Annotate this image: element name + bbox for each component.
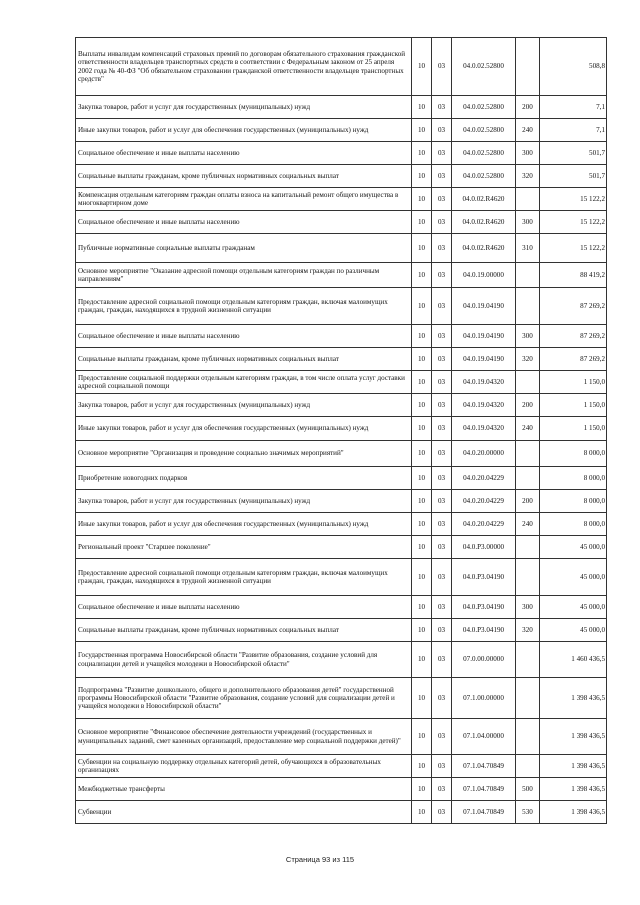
row-section-cell: 10 [412, 165, 432, 188]
row-expense-type-cell: 240 [516, 119, 540, 142]
table-row [76, 778, 607, 801]
table-row [76, 596, 607, 619]
row-expense-type-cell: 200 [516, 96, 540, 119]
row-section-cell: 10 [412, 288, 432, 325]
row-section-cell: 10 [412, 211, 432, 234]
row-target-article-cell: 04.0.02.52800 [452, 142, 516, 165]
row-section-cell: 10 [412, 441, 432, 467]
row-expense-type-cell: 300 [516, 325, 540, 348]
table-row [76, 490, 607, 513]
row-expense-type-cell [516, 559, 540, 596]
row-subsection-cell: 03 [432, 719, 452, 755]
row-amount-cell: 87 269,2 [540, 348, 607, 371]
table-row [76, 801, 607, 824]
row-name-cell: Предоставление адресной социальной помощи отдельным категориям граждан, включая малоимущих граждан, граждан, находящихся в трудной жизненной ситуации [76, 288, 412, 325]
table-row [76, 719, 607, 755]
row-target-article-cell: 07.1.04.70849 [452, 778, 516, 801]
row-name-cell: Публичные нормативные социальные выплаты гражданам [76, 234, 412, 263]
row-subsection-cell: 03 [432, 559, 452, 596]
row-section-cell: 10 [412, 678, 432, 719]
row-amount-cell: 1 398 436,5 [540, 719, 607, 755]
table-row [76, 119, 607, 142]
budget-table-body [76, 38, 607, 824]
row-section-cell: 10 [412, 642, 432, 678]
row-expense-type-cell: 200 [516, 394, 540, 417]
row-name-cell: Межбюджетные трансферты [76, 778, 412, 801]
row-amount-cell: 88 419,2 [540, 263, 607, 288]
row-section-cell: 10 [412, 778, 432, 801]
row-target-article-cell: 04.0.20.04229 [452, 467, 516, 490]
row-subsection-cell: 03 [432, 513, 452, 536]
row-section-cell: 10 [412, 348, 432, 371]
row-target-article-cell: 04.0.P3.00000 [452, 536, 516, 559]
row-expense-type-cell: 240 [516, 417, 540, 441]
row-name-cell: Основное мероприятие "Финансовое обеспечение деятельности учреждений (государственных и муниципальных заданий, смет казенных организаций, предоставление мер социальной поддержки детей)" [76, 719, 412, 755]
table-row [76, 38, 607, 96]
row-name-cell: Иные закупки товаров, работ и услуг для обеспечения государственных (муниципальных) нужд [76, 119, 412, 142]
row-amount-cell: 45 000,0 [540, 559, 607, 596]
table-row [76, 467, 607, 490]
row-amount-cell: 1 398 436,5 [540, 801, 607, 824]
row-expense-type-cell: 320 [516, 348, 540, 371]
row-subsection-cell: 03 [432, 642, 452, 678]
row-section-cell: 10 [412, 263, 432, 288]
row-name-cell: Предоставление социальной поддержки отдельным категориям граждан, в том числе оплата услуг доставки адресной социальной помощи [76, 371, 412, 394]
row-amount-cell: 8 000,0 [540, 467, 607, 490]
table-row [76, 96, 607, 119]
row-name-cell: Социальное обеспечение и иные выплаты населению [76, 325, 412, 348]
row-name-cell: Предоставление адресной социальной помощи отдельным категориям граждан, включая малоимущих граждан, граждан, находящихся в трудной жизненной ситуации [76, 559, 412, 596]
row-name-cell: Приобретение новогодних подарков [76, 467, 412, 490]
row-expense-type-cell: 320 [516, 165, 540, 188]
row-expense-type-cell: 300 [516, 211, 540, 234]
row-section-cell: 10 [412, 234, 432, 263]
row-target-article-cell: 04.0.19.00000 [452, 263, 516, 288]
row-section-cell: 10 [412, 417, 432, 441]
row-amount-cell: 1 150,0 [540, 394, 607, 417]
row-expense-type-cell [516, 755, 540, 778]
row-target-article-cell: 04.0.20.00000 [452, 441, 516, 467]
row-subsection-cell: 03 [432, 536, 452, 559]
row-section-cell: 10 [412, 559, 432, 596]
row-section-cell: 10 [412, 467, 432, 490]
row-section-cell: 10 [412, 38, 432, 96]
row-expense-type-cell [516, 642, 540, 678]
row-target-article-cell: 07.1.00.00000 [452, 678, 516, 719]
table-row [76, 417, 607, 441]
row-amount-cell: 8 000,0 [540, 490, 607, 513]
row-subsection-cell: 03 [432, 755, 452, 778]
row-subsection-cell: 03 [432, 165, 452, 188]
row-target-article-cell: 04.0.P3.04190 [452, 619, 516, 642]
table-row [76, 165, 607, 188]
row-subsection-cell: 03 [432, 778, 452, 801]
row-section-cell: 10 [412, 536, 432, 559]
row-section-cell: 10 [412, 719, 432, 755]
table-row [76, 536, 607, 559]
row-amount-cell: 45 000,0 [540, 596, 607, 619]
table-row [76, 371, 607, 394]
row-name-cell: Социальные выплаты гражданам, кроме публичных нормативных социальных выплат [76, 348, 412, 371]
row-subsection-cell: 03 [432, 490, 452, 513]
table-row [76, 559, 607, 596]
row-amount-cell: 45 000,0 [540, 619, 607, 642]
table-row [76, 441, 607, 467]
row-expense-type-cell: 300 [516, 142, 540, 165]
row-target-article-cell: 04.0.P3.04190 [452, 596, 516, 619]
row-name-cell: Социальные выплаты гражданам, кроме публичных нормативных социальных выплат [76, 619, 412, 642]
row-subsection-cell: 03 [432, 348, 452, 371]
row-amount-cell: 8 000,0 [540, 441, 607, 467]
row-expense-type-cell [516, 441, 540, 467]
budget-table-container [75, 37, 606, 824]
row-section-cell: 10 [412, 513, 432, 536]
row-name-cell: Иные закупки товаров, работ и услуг для обеспечения государственных (муниципальных) нужд [76, 513, 412, 536]
row-amount-cell: 7,1 [540, 119, 607, 142]
table-row [76, 513, 607, 536]
row-section-cell: 10 [412, 801, 432, 824]
row-amount-cell: 8 000,0 [540, 513, 607, 536]
budget-table [75, 37, 607, 824]
page-footer: Страница 93 из 115 [285, 855, 355, 864]
row-subsection-cell: 03 [432, 263, 452, 288]
row-section-cell: 10 [412, 490, 432, 513]
row-name-cell: Подпрограмма "Развитие дошкольного, общего и дополнительного образования детей" государственной программы Новосибирской области "Развитие образования, создание условий для социализации детей и учащейся молодежи в Новосибирской области" [76, 678, 412, 719]
row-subsection-cell: 03 [432, 596, 452, 619]
row-subsection-cell: 03 [432, 801, 452, 824]
row-target-article-cell: 04.0.P3.04190 [452, 559, 516, 596]
table-row [76, 325, 607, 348]
row-amount-cell: 1 460 436,5 [540, 642, 607, 678]
row-target-article-cell: 04.0.19.04190 [452, 288, 516, 325]
row-name-cell: Компенсация отдельным категориям граждан оплаты взноса на капитальный ремонт общего имущества в многоквартирном доме [76, 188, 412, 211]
row-expense-type-cell: 530 [516, 801, 540, 824]
row-amount-cell: 87 269,2 [540, 288, 607, 325]
row-expense-type-cell [516, 467, 540, 490]
row-target-article-cell: 07.1.04.00000 [452, 719, 516, 755]
row-subsection-cell: 03 [432, 441, 452, 467]
row-target-article-cell: 04.0.19.04190 [452, 325, 516, 348]
row-target-article-cell: 04.0.19.04190 [452, 348, 516, 371]
row-target-article-cell: 04.0.19.04320 [452, 394, 516, 417]
row-name-cell: Социальные выплаты гражданам, кроме публичных нормативных социальных выплат [76, 165, 412, 188]
row-name-cell: Государственная программа Новосибирской области "Развитие образования, создание условий для социализации детей и учащейся молодежи в Новосибирской области" [76, 642, 412, 678]
row-amount-cell: 7,1 [540, 96, 607, 119]
row-name-cell: Основное мероприятие "Оказание адресной помощи отдельным категориям граждан по различным направлениям" [76, 263, 412, 288]
row-subsection-cell: 03 [432, 96, 452, 119]
row-expense-type-cell [516, 719, 540, 755]
row-amount-cell: 1 398 436,5 [540, 778, 607, 801]
row-subsection-cell: 03 [432, 394, 452, 417]
row-amount-cell: 1 398 436,5 [540, 678, 607, 719]
row-name-cell: Субвенции [76, 801, 412, 824]
row-expense-type-cell [516, 288, 540, 325]
row-target-article-cell: 04.0.02.52800 [452, 119, 516, 142]
row-target-article-cell: 04.0.02.52800 [452, 96, 516, 119]
row-name-cell: Закупка товаров, работ и услуг для государственных (муниципальных) нужд [76, 490, 412, 513]
row-expense-type-cell: 200 [516, 490, 540, 513]
table-row [76, 642, 607, 678]
row-expense-type-cell [516, 678, 540, 719]
table-row [76, 234, 607, 263]
row-subsection-cell: 03 [432, 325, 452, 348]
row-name-cell: Закупка товаров, работ и услуг для государственных (муниципальных) нужд [76, 394, 412, 417]
row-section-cell: 10 [412, 394, 432, 417]
row-target-article-cell: 04.0.02.R4620 [452, 211, 516, 234]
row-amount-cell: 15 122,2 [540, 234, 607, 263]
row-section-cell: 10 [412, 619, 432, 642]
row-amount-cell: 501,7 [540, 142, 607, 165]
row-target-article-cell: 04.0.19.04320 [452, 417, 516, 441]
row-expense-type-cell [516, 371, 540, 394]
row-section-cell: 10 [412, 142, 432, 165]
row-amount-cell: 501,7 [540, 165, 607, 188]
row-amount-cell: 508,8 [540, 38, 607, 96]
row-target-article-cell: 04.0.02.R4620 [452, 188, 516, 211]
row-subsection-cell: 03 [432, 467, 452, 490]
row-name-cell: Выплаты инвалидам компенсаций страховых премий по договорам обязательного страхования гражданской ответственности владельцев транспортных средств в соответствии с Федеральным законом от 25 апреля 2002 года № 40-ФЗ "Об обязательном страховании гражданской ответственности владельцев транспортных средств" [76, 38, 412, 96]
row-subsection-cell: 03 [432, 619, 452, 642]
row-name-cell: Социальное обеспечение и иные выплаты населению [76, 142, 412, 165]
row-amount-cell: 1 398 436,5 [540, 755, 607, 778]
row-subsection-cell: 03 [432, 211, 452, 234]
row-amount-cell: 15 122,2 [540, 188, 607, 211]
row-amount-cell: 1 150,0 [540, 417, 607, 441]
row-target-article-cell: 04.0.20.04229 [452, 513, 516, 536]
row-section-cell: 10 [412, 325, 432, 348]
table-row [76, 188, 607, 211]
row-subsection-cell: 03 [432, 188, 452, 211]
table-row [76, 263, 607, 288]
row-expense-type-cell [516, 536, 540, 559]
table-row [76, 211, 607, 234]
row-section-cell: 10 [412, 119, 432, 142]
row-subsection-cell: 03 [432, 288, 452, 325]
row-expense-type-cell: 240 [516, 513, 540, 536]
row-name-cell: Закупка товаров, работ и услуг для государственных (муниципальных) нужд [76, 96, 412, 119]
row-subsection-cell: 03 [432, 234, 452, 263]
row-target-article-cell: 07.1.04.70849 [452, 801, 516, 824]
row-expense-type-cell [516, 188, 540, 211]
row-expense-type-cell [516, 38, 540, 96]
row-amount-cell: 1 150,0 [540, 371, 607, 394]
row-expense-type-cell: 500 [516, 778, 540, 801]
row-section-cell: 10 [412, 96, 432, 119]
row-name-cell: Иные закупки товаров, работ и услуг для обеспечения государственных (муниципальных) нужд [76, 417, 412, 441]
row-target-article-cell: 04.0.20.04229 [452, 490, 516, 513]
table-row [76, 619, 607, 642]
row-target-article-cell: 07.1.04.70849 [452, 755, 516, 778]
row-name-cell: Региональный проект "Старшее поколение" [76, 536, 412, 559]
row-target-article-cell: 04.0.02.52800 [452, 165, 516, 188]
row-subsection-cell: 03 [432, 38, 452, 96]
row-subsection-cell: 03 [432, 371, 452, 394]
row-expense-type-cell: 300 [516, 596, 540, 619]
row-expense-type-cell: 320 [516, 619, 540, 642]
row-amount-cell: 87 269,2 [540, 325, 607, 348]
row-section-cell: 10 [412, 188, 432, 211]
table-row [76, 678, 607, 719]
row-amount-cell: 45 000,0 [540, 536, 607, 559]
row-name-cell: Субвенции на социальную поддержку отдельных категорий детей, обучающихся в образовательных организациях [76, 755, 412, 778]
table-row [76, 755, 607, 778]
row-expense-type-cell [516, 263, 540, 288]
row-target-article-cell: 07.0.00.00000 [452, 642, 516, 678]
row-section-cell: 10 [412, 596, 432, 619]
row-target-article-cell: 04.0.19.04320 [452, 371, 516, 394]
row-name-cell: Основное мероприятие "Организация и проведение социально значимых мероприятий" [76, 441, 412, 467]
row-name-cell: Социальное обеспечение и иные выплаты населению [76, 596, 412, 619]
row-subsection-cell: 03 [432, 119, 452, 142]
row-subsection-cell: 03 [432, 678, 452, 719]
row-target-article-cell: 04.0.02.52800 [452, 38, 516, 96]
row-section-cell: 10 [412, 371, 432, 394]
row-target-article-cell: 04.0.02.R4620 [452, 234, 516, 263]
row-section-cell: 10 [412, 755, 432, 778]
row-name-cell: Социальное обеспечение и иные выплаты населению [76, 211, 412, 234]
row-expense-type-cell: 310 [516, 234, 540, 263]
table-row [76, 142, 607, 165]
table-row [76, 348, 607, 371]
row-amount-cell: 15 122,2 [540, 211, 607, 234]
table-row [76, 288, 607, 325]
row-subsection-cell: 03 [432, 417, 452, 441]
row-subsection-cell: 03 [432, 142, 452, 165]
table-row [76, 394, 607, 417]
